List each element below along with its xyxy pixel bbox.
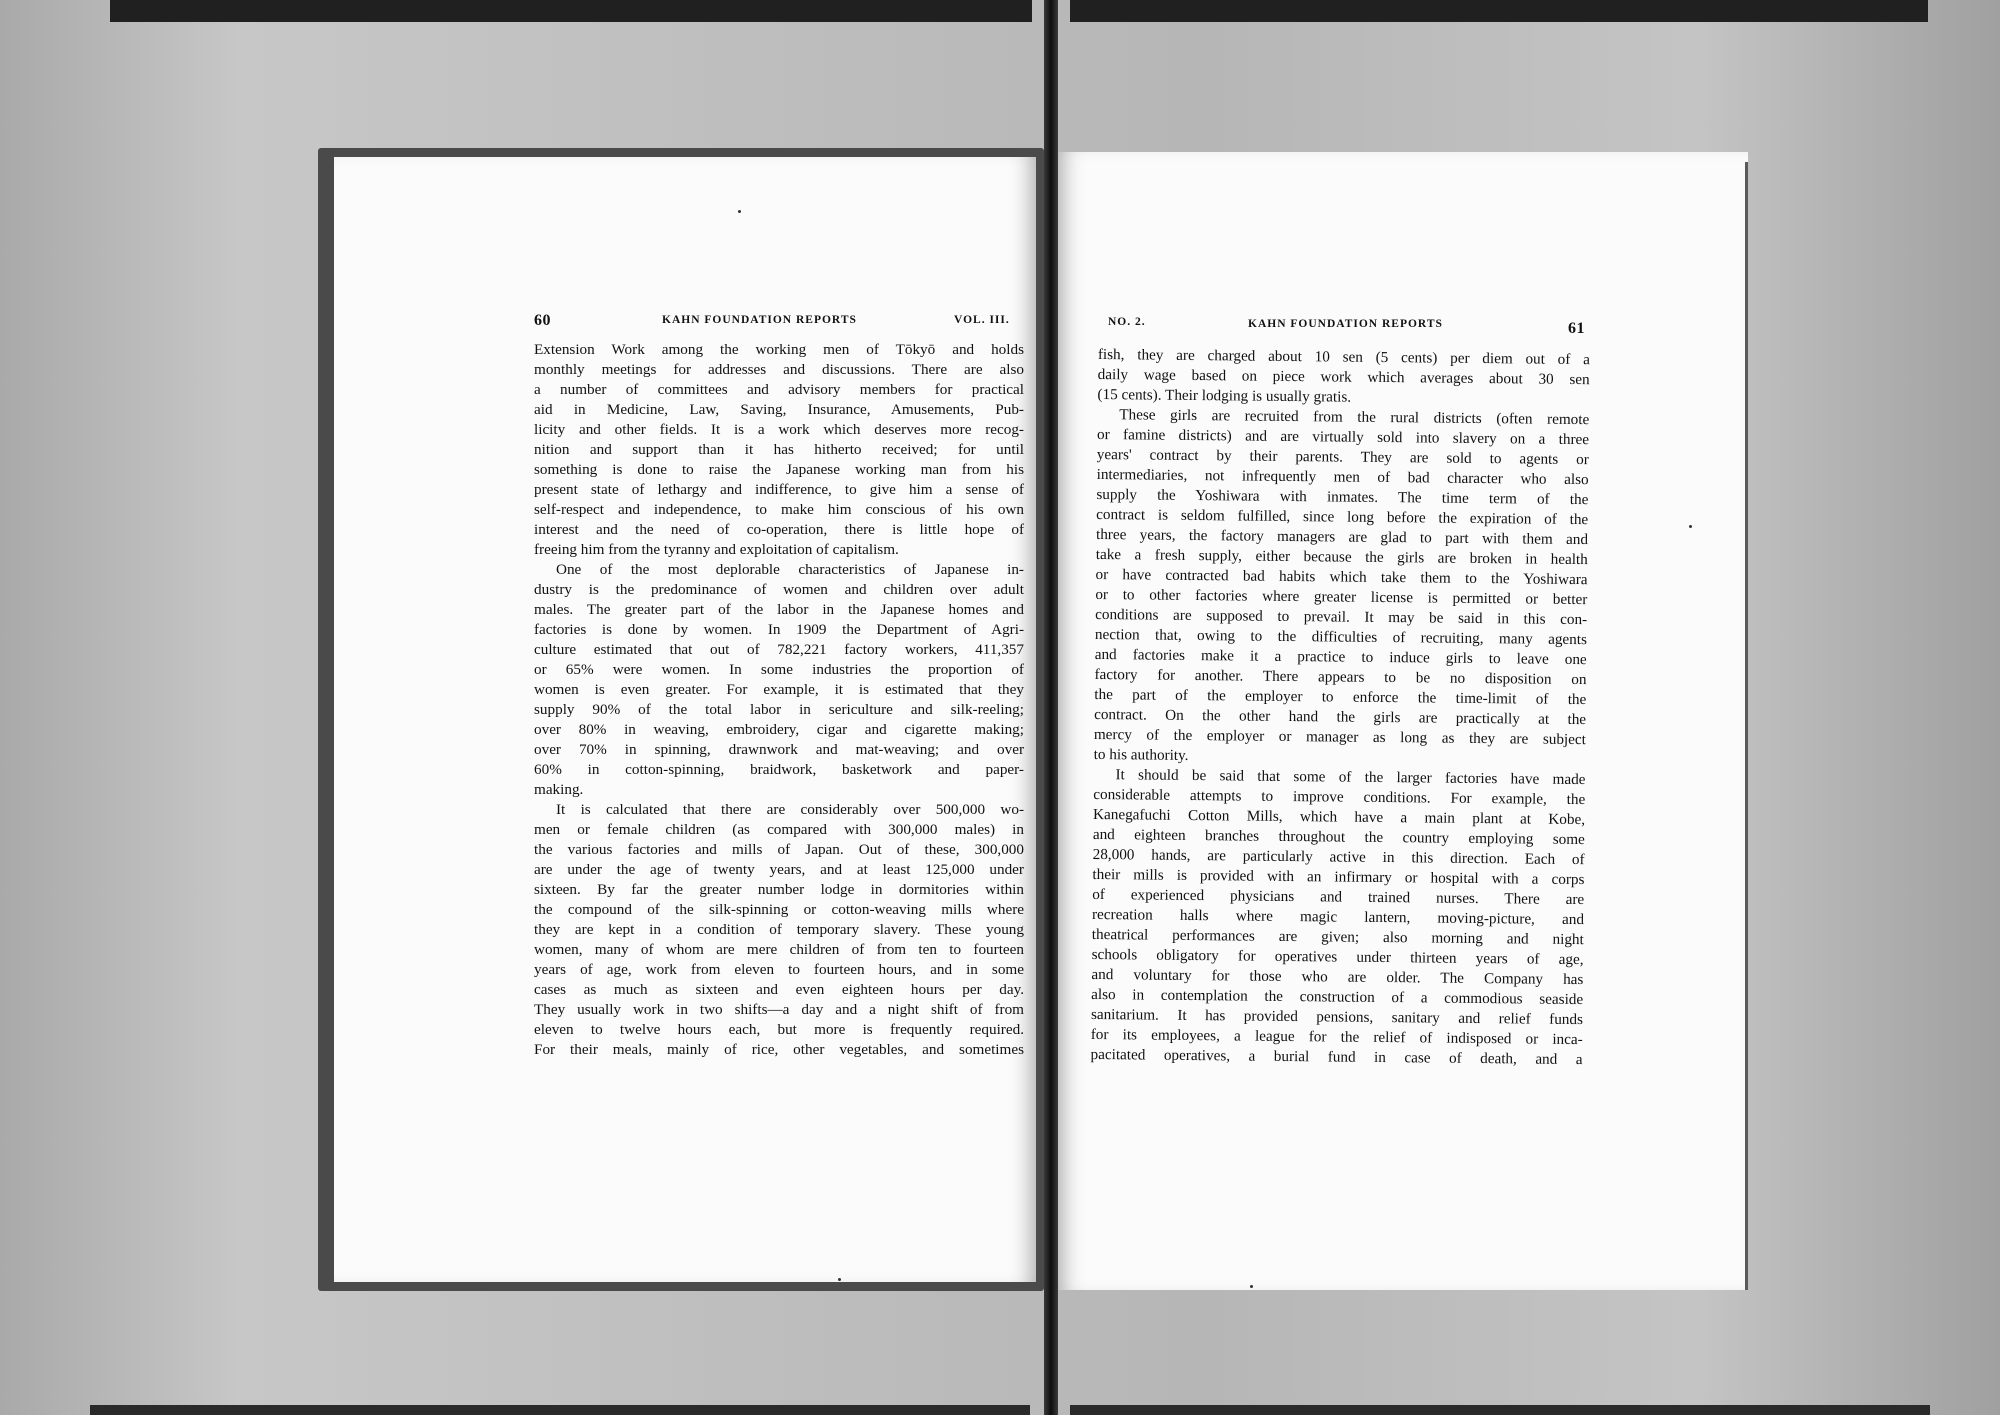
text-line: Extension Work among the working men of Tōkyō and holds — [534, 341, 1024, 358]
text-line: (15 cents). Their lodging is usually gratis. — [1097, 385, 1352, 406]
left-volume-label: VOL. III. — [954, 314, 1010, 326]
text-line: supply the Yoshiwara with inmates. The time term of the — [1096, 485, 1589, 509]
text-line: recreation halls where magic lantern, moving-picture, and — [1091, 905, 1585, 929]
scan-speck — [738, 210, 741, 213]
text-line: theatrical performances are given; also morning and night — [1091, 925, 1584, 949]
scanner-edge-top-left — [110, 0, 1032, 22]
text-line: three years, the factory managers are glad to part with them and — [1095, 525, 1589, 549]
text-line: the compound of the silk-spinning or cotton-weaving mills where — [534, 901, 1024, 918]
text-line: factories is done by women. In 1909 the Department of Agri- — [534, 621, 1024, 638]
text-line: also in contemplation the construction of a commodious seaside — [1091, 985, 1584, 1009]
text-line: interest and the need of co-operation, there is little hope of — [534, 521, 1024, 538]
scan-speck — [1250, 1285, 1253, 1288]
text-line: nition and support than it has hitherto received; for until — [534, 441, 1024, 458]
right-page-number: 61 — [1568, 320, 1585, 337]
text-line: eleven to twelve hours each, but more is frequently required. — [534, 1021, 1024, 1038]
text-line: self-respect and independence, to make him conscious of his own — [534, 501, 1024, 518]
text-line: monthly meetings for addresses and discussions. There are also — [534, 361, 1024, 378]
text-line: dustry is the predominance of women and children over adult — [534, 581, 1024, 598]
left-running-title: KAHN FOUNDATION REPORTS — [662, 314, 857, 326]
text-line: pacitated operatives, a burial fund in case of death, and a — [1090, 1045, 1583, 1069]
text-line: males. The greater part of the labor in the Japanese homes and — [534, 601, 1024, 618]
text-line: men or female children (as compared with 300,000 males) in — [534, 821, 1024, 838]
text-line: 60% in cotton-spinning, braidwork, basketwork and paper- — [534, 761, 1024, 778]
text-line: over 80% in weaving, embroidery, cigar and cigarette making; — [534, 721, 1024, 738]
text-line: factory for another. There appears to be no disposition on — [1094, 665, 1587, 689]
text-line: freeing him from the tyranny and exploitation of capitalism. — [534, 541, 899, 558]
text-line: supply 90% of the total labor in sericulture and silk-reeling; — [534, 701, 1024, 718]
right-page-edge — [1745, 162, 1748, 1290]
text-line: over 70% in spinning, drawnwork and mat-weaving; and over — [534, 741, 1024, 758]
text-line: the various factories and mills of Japan. Out of these, 300,000 — [534, 841, 1024, 858]
left-page-number: 60 — [534, 312, 551, 329]
text-line: fish, they are charged about 10 sen (5 cents) per diem out of a — [1097, 345, 1590, 369]
text-line: of experienced physicians and trained nurses. There are — [1092, 885, 1585, 909]
text-line: their mills is provided with an infirmary or hospital with a corps — [1092, 865, 1585, 889]
text-line: contract. On the other hand the girls are practically at the — [1094, 705, 1587, 729]
scanner-edge-bottom-right — [1070, 1405, 1930, 1415]
text-line: sixteen. By far the greater number lodge in dormitories within — [534, 881, 1024, 898]
text-line: or have contracted bad habits which take them to the Yoshiwara — [1095, 565, 1588, 589]
text-line: These girls are recruited from the rural districts (often remote — [1119, 406, 1590, 429]
text-line: women is even greater. For example, it is estimated that they — [534, 681, 1024, 698]
text-line: or 65% were women. In some industries the proportion of — [534, 661, 1024, 678]
text-line: years of age, work from eleven to fourteen hours, and in some — [534, 961, 1024, 978]
text-line: they are kept in a condition of temporary slavery. These young — [534, 921, 1024, 938]
text-line: schools obligatory for operatives under thirteen years of age, — [1091, 945, 1584, 969]
text-line: years' contract by their parents. They are sold to agents or — [1096, 445, 1589, 469]
text-line: licity and other fields. It is a work which deserves more recog- — [534, 421, 1024, 438]
text-line: culture estimated that out of 782,221 factory workers, 411,357 — [534, 641, 1024, 658]
text-line: contract is seldom fulfilled, since long before the expiration of the — [1096, 505, 1589, 529]
text-line: women, many of whom are mere children of from ten to fourteen — [534, 941, 1024, 958]
text-line: making. — [534, 781, 584, 798]
text-line: One of the most deplorable characteristics of Japanese in- — [556, 561, 1024, 578]
text-line: intermediaries, not infrequently men of bad character who also — [1096, 465, 1589, 489]
left-page — [334, 157, 1036, 1282]
text-line: They usually work in two shifts—a day and a night shift of from — [534, 1001, 1024, 1018]
text-line: and eighteen branches throughout the country employing some — [1092, 825, 1585, 849]
text-line: mercy of the employer or manager as long as they are subject — [1093, 725, 1586, 749]
text-line: cases as much as sixteen and even eighteen hours per day. — [534, 981, 1024, 998]
text-line: nection that, owing to the difficulties of recruiting, many agents — [1094, 625, 1588, 649]
text-line: and factories make it a practice to induce girls to leave one — [1094, 645, 1587, 669]
right-issue-label: NO. 2. — [1108, 316, 1146, 328]
text-line: Kanegafuchi Cotton Mills, which have a main plant at Kobe, — [1092, 805, 1586, 829]
text-line: or famine districts) and are virtually sold into slavery on a three — [1096, 425, 1590, 449]
text-line: For their meals, mainly of rice, other vegetables, and sometimes — [534, 1041, 1024, 1058]
text-line: 28,000 hands, are particularly active in this direction. Each of — [1092, 845, 1585, 869]
scan-speck — [1689, 525, 1692, 528]
text-line: a number of committees and advisory members for practical — [534, 381, 1024, 398]
scanner-edge-top-right — [1070, 0, 1928, 22]
text-line: or to other factories where greater license is permitted or better — [1095, 585, 1588, 609]
right-body-text — [1090, 345, 1590, 1070]
text-line: daily wage based on piece work which averages about 30 sen — [1097, 365, 1590, 389]
text-line: considerable attempts to improve conditions. For example, the — [1093, 785, 1586, 809]
text-line: It should be said that some of the larger factories have made — [1115, 766, 1586, 789]
scan-speck — [838, 1278, 841, 1281]
text-line: take a fresh supply, either because the girls are broken in health — [1095, 545, 1588, 569]
right-page — [1058, 152, 1748, 1290]
book-spine — [1044, 0, 1058, 1415]
left-body-text — [534, 340, 1024, 1060]
text-line: It is calculated that there are considerably over 500,000 wo- — [556, 801, 1024, 818]
text-line: present state of lethargy and indifference, to give him a sense of — [534, 481, 1024, 498]
text-line: to his authority. — [1093, 745, 1189, 764]
text-line: sanitarium. It has provided pensions, sanitary and relief funds — [1090, 1005, 1584, 1029]
scanner-edge-bottom-left — [90, 1405, 1030, 1415]
right-running-title: KAHN FOUNDATION REPORTS — [1248, 318, 1443, 330]
text-line: are under the age of twenty years, and at least 125,000 under — [534, 861, 1024, 878]
text-line: for its employees, a league for the relief of indisposed or inca- — [1090, 1025, 1583, 1049]
text-line: and voluntary for those who are older. The Company has — [1091, 965, 1584, 989]
text-line: something is done to raise the Japanese working man from his — [534, 461, 1024, 478]
text-line: conditions are supposed to prevail. It may be said in this con- — [1095, 605, 1588, 629]
text-line: aid in Medicine, Law, Saving, Insurance, Amusements, Pub- — [534, 401, 1024, 418]
text-line: the part of the employer to enforce the time-limit of the — [1094, 685, 1587, 709]
